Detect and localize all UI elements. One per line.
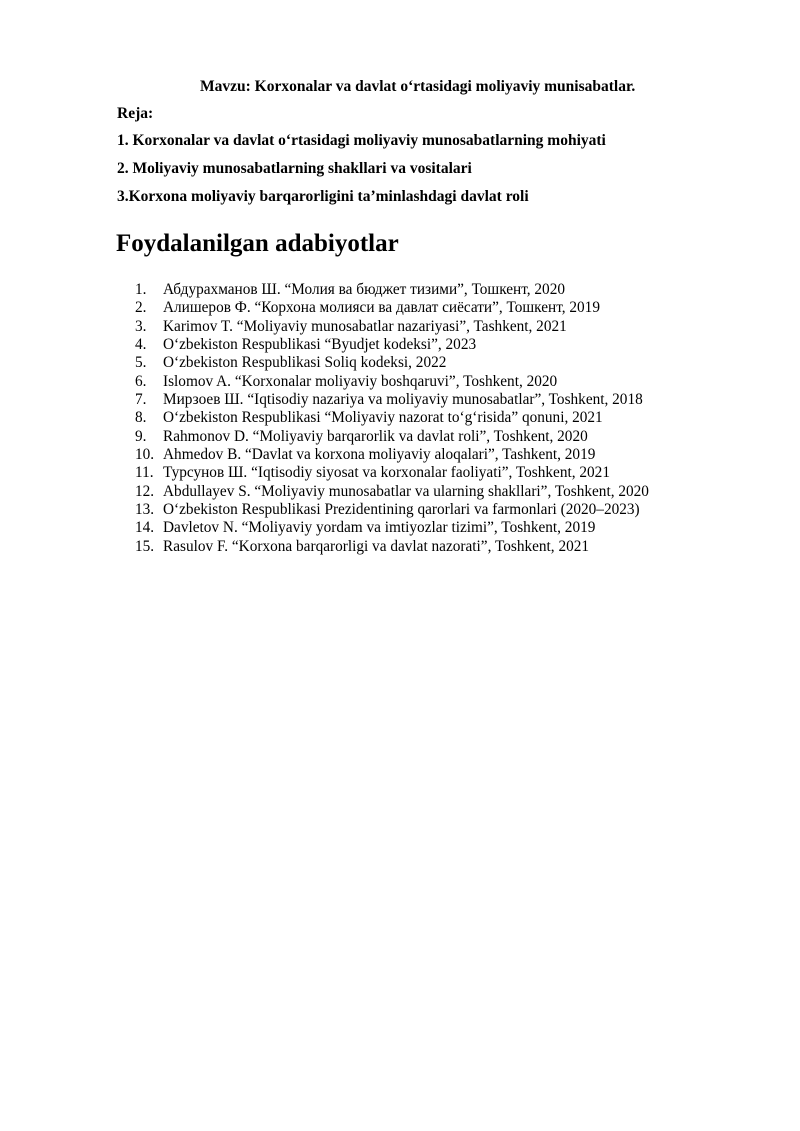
reference-number: 7. bbox=[135, 391, 147, 409]
plan-label: Reja: bbox=[117, 105, 154, 122]
reference-item bbox=[135, 464, 649, 482]
plan-item: 1. Korxonalar va davlat oʻrtasidagi moliyaviy munosabatlarning mohiyati bbox=[117, 132, 606, 149]
reference-number: 6. bbox=[135, 372, 147, 390]
reference-item bbox=[135, 483, 649, 501]
reference-item bbox=[135, 409, 649, 427]
reference-item bbox=[135, 336, 649, 354]
reference-item bbox=[135, 373, 649, 391]
reference-text: Турсунов Ш. “Iqtisodiy siyosat va korxonalar faoliyati”, Toshkent, 2021 bbox=[163, 464, 610, 482]
reference-number: 5. bbox=[135, 354, 147, 372]
reference-text: Oʻzbekiston Respublikasi Prezidentining qarorlari va farmonlari (2020–2023) bbox=[163, 501, 640, 519]
reference-text: Rahmonov D. “Moliyaviy barqarorlik va davlat roli”, Toshkent, 2020 bbox=[163, 427, 588, 445]
reference-item bbox=[135, 354, 649, 372]
reference-item bbox=[135, 501, 649, 519]
reference-number: 9. bbox=[135, 427, 147, 445]
reference-item bbox=[135, 446, 649, 464]
plan-item: 3.Korxona moliyaviy barqarorligini ta’minlashdagi davlat roli bbox=[117, 188, 529, 205]
reference-item bbox=[135, 281, 649, 299]
reference-item bbox=[135, 519, 649, 537]
reference-text: Абдурахманов Ш. “Молия ва бюджет тизими”, Тошкент, 2020 bbox=[163, 281, 565, 298]
reference-number: 1. bbox=[135, 281, 147, 298]
reference-text: Oʻzbekiston Respublikasi Soliq kodeksi, 2022 bbox=[163, 354, 447, 372]
reference-number: 2. bbox=[135, 299, 147, 317]
document-topic: Mavzu: Korxonalar va davlat oʻrtasidagi moliyaviy munisabatlar. bbox=[200, 78, 636, 95]
reference-text: Islomov A. “Korxonalar moliyaviy boshqaruvi”, Toshkent, 2020 bbox=[163, 372, 558, 390]
reference-number: 11. bbox=[135, 464, 154, 482]
reference-item bbox=[135, 538, 649, 556]
plan-item: 2. Moliyaviy munosabatlarning shakllari va vositalari bbox=[117, 160, 472, 177]
reference-text: Ahmedov B. “Davlat va korxona moliyaviy aloqalari”, Tashkent, 2019 bbox=[163, 446, 596, 464]
reference-text: Алишеров Ф. “Корхона молияси ва давлат сиёсати”, Тошкент, 2019 bbox=[163, 299, 600, 317]
reference-number: 4. bbox=[135, 336, 147, 354]
reference-text: Rasulov F. “Korxona barqarorligi va davlat nazorati”, Toshkent, 2021 bbox=[163, 537, 590, 555]
reference-number: 15. bbox=[135, 537, 155, 555]
reference-number: 12. bbox=[135, 482, 155, 500]
reference-text: Oʻzbekiston Respublikasi “Moliyaviy nazorat toʻgʻrisida” qonuni, 2021 bbox=[163, 409, 603, 427]
reference-text: Karimov T. “Moliyaviy munosabatlar nazariyasi”, Tashkent, 2021 bbox=[163, 317, 567, 335]
reference-item bbox=[135, 299, 649, 317]
references-heading: Foydalanilgan adabiyotlar bbox=[116, 230, 399, 257]
reference-item bbox=[135, 318, 649, 336]
reference-number: 14. bbox=[135, 519, 155, 537]
reference-text: Мирзоев Ш. “Iqtisodiy nazariya va moliyaviy munosabatlar”, Toshkent, 2018 bbox=[163, 391, 643, 409]
reference-text: Oʻzbekiston Respublikasi “Byudjet kodeksi”, 2023 bbox=[163, 336, 477, 354]
reference-number: 13. bbox=[135, 501, 155, 519]
reference-item bbox=[135, 391, 649, 409]
references-list bbox=[135, 281, 649, 556]
reference-number: 8. bbox=[135, 409, 147, 427]
reference-item bbox=[135, 428, 649, 446]
reference-number: 10. bbox=[135, 446, 155, 464]
reference-text: Abdullayev S. “Moliyaviy munosabatlar va ularning shakllari”, Toshkent, 2020 bbox=[163, 482, 649, 500]
reference-number: 3. bbox=[135, 317, 147, 335]
reference-text: Davletov N. “Moliyaviy yordam va imtiyozlar tizimi”, Toshkent, 2019 bbox=[163, 519, 596, 537]
